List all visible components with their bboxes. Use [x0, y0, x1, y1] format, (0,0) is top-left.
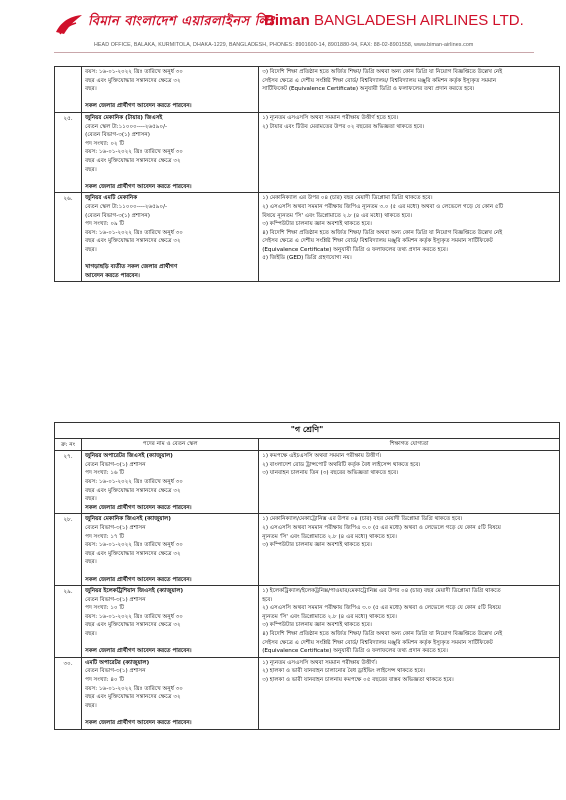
post-line: [85, 174, 255, 183]
qualification-line: ৩) হালকা ও ভারী যানবাহন চালনায় কমপক্ষে ০৫ বছরের বাস্তব অভিজ্ঞতা থাকতে হবে।: [262, 677, 454, 684]
post-line: [85, 94, 255, 103]
post-line: বেতন স্কেল টা:১১০০০----২৬৫৯০/-: [85, 203, 167, 210]
qualification-line: ৪) বিদেশি শিক্ষা প্রতিষ্ঠান হতে অর্জিত শিক্ষা/ ডিগ্রি অথবা অন্য কোন ডিগ্রি যা নিয়োগ বিজ্ঞপ্তিতে উল্লেখ নেই: [262, 631, 503, 638]
biman-stork-logo-icon: [54, 12, 84, 38]
table-row: [55, 586, 560, 658]
post-line: বছর এবং মুক্তিযোদ্ধার সন্তানদের ক্ষেত্রে ৩২: [85, 77, 181, 84]
serial-number: ২৬.: [55, 193, 82, 282]
table-row: [55, 193, 560, 282]
posts-table-continued: [54, 66, 560, 282]
post-line: বছর।: [85, 246, 97, 253]
post-line: বয়স: ১৬-০১-২০২২ খ্রিঃ তারিখে অনুর্ধ ৩০: [85, 478, 183, 485]
post-line: পদ সংখ্যা: ১০ টি: [85, 605, 125, 612]
post-line: পদ সংখ্যা: ০২ টি: [85, 140, 125, 147]
serial-number: ২৮.: [55, 514, 82, 586]
serial-number: [55, 67, 82, 113]
qualification-line: ১) মেকানিক্যাল/মেকাট্রোনিক্স এর উপর ০৪ (চার) বছর মেয়াদী ডিপ্লোমা ডিগ্রি থাকতে হবে।: [262, 516, 463, 523]
qualification-line: ১) মেকানিক্যাল এর উপর ০৪ (চার) বছর মেয়াদী ডিপ্লোমা ডিগ্রি থাকতে হবে।: [262, 195, 433, 202]
qualification-line: ২) এসএসসি অথবা সমমান পরীক্ষায় জিপিএ ৩.০ (৫ এর মধ্যে) অথবা ও লেভেলে গড়ে যে কোন ৫টি বিষয়ে: [262, 524, 501, 531]
post-line: [85, 254, 255, 263]
head-office-address: HEAD OFFICE, BALAKA, KURMITOLA, DHAKA-1229, BANGLADESH, PHONES: 8901600-14, 8901880-94, FAX: 88-02-8901558, www.biman-airlines.com: [94, 42, 474, 48]
qualification-line: ৫) জিইডি (GED) ডিগ্রি গ্রহণযোগ্য নয়।: [262, 255, 352, 262]
post-line: [85, 567, 255, 576]
post-line: বছর।: [85, 631, 97, 638]
qualification-cell: [259, 657, 560, 729]
table-row: [55, 112, 560, 192]
qualification-cell: [259, 193, 560, 282]
post-line: সকল জেলার প্রার্থীগণ আবেদন করতে পারবেন।: [85, 504, 192, 511]
post-line: (বেতন বিভাগ-৩(১) প্রশাসন): [85, 212, 150, 219]
qualification-line: ৩) কম্পিউটার চালনায় জ্ঞান অবশ্যই থাকতে হবে।: [262, 622, 372, 629]
post-line: পদ সংখ্যা: ১৭ টি: [85, 533, 125, 540]
section-title: "গ শ্রেণি": [55, 423, 560, 439]
qualification-line: (Equivalence Certificate) অনুযায়ী ডিগ্রি ও ফলাফলের তথ্য প্রদান করতে হবে।: [262, 246, 448, 253]
posts-table-class-ga: [54, 422, 560, 730]
post-details-cell: [82, 451, 259, 514]
post-line: জুনিয়র এমটি মেকানিক: [85, 195, 138, 202]
qualification-line: ন্যূনতম 'সি' এবং ডিপ্লোমাতে ২.৮ (৪ এর মধ্যে) থাকতে হবে।: [262, 533, 397, 540]
post-line: বয়স: ১৬-০১-২০২২ খ্রিঃ তারিখে অনুর্ধ ৩০: [85, 229, 183, 236]
column-header-qualification: শিক্ষাগত যোগ্যতা: [259, 438, 560, 451]
logo-biman-word: Biman: [264, 12, 310, 29]
qualification-line: সেইসব ক্ষেত্রে এ দেশীয় সংশ্লিষ্ট শিক্ষা বোর্ড/ বিশ্ববিদ্যালয় মঞ্জুরি কমিশন কর্তৃক ইস্যুকৃত সমমান সার্টিফিকেট: [262, 639, 493, 646]
post-line: বছর।: [85, 166, 97, 173]
qualification-cell: [259, 67, 560, 113]
serial-number: ২৭.: [55, 451, 82, 514]
qualification-line: ৩) কম্পিউটার চালনায় জ্ঞান অবশ্যই থাকতে হবে।: [262, 542, 372, 549]
post-line: বেতন বিভাগ-৩(১) প্রশাসন: [85, 668, 146, 675]
post-line: [85, 639, 255, 648]
qualification-line: ১) ইলেকট্রিক্যাল/ইলেকট্রনিক্স/পাওয়ার/মেকাট্রোনিক্স এর উপর ০৪ (চার) বছর মেয়াদী ডিপ্লোমা ডিগ্রি থাকতে: [262, 588, 501, 595]
post-line: বেতন স্কেল টা:১১০০০----২৬৫৯০/-: [85, 123, 167, 130]
serial-number: ৩০.: [55, 657, 82, 729]
qualification-line: ন্যূনতম 'সি' এবং ডিপ্লোমাতে ২.৮ (৪ এর মধ্যে) থাকতে হবে।: [262, 613, 397, 620]
post-details-cell: [82, 514, 259, 586]
qualification-line: (Equivalence Certificate) অনুযায়ী ডিগ্রি ও ফলাফলের তথ্য প্রদান করতে হবে।: [262, 648, 448, 655]
post-line: বছর।: [85, 559, 97, 566]
column-header-post: পদের নাম ও বেতন স্কেল: [82, 438, 259, 451]
post-line: এমটি অপারেটর (ক্যাজুয়াল): [85, 659, 150, 666]
post-line: বছর এবং মুক্তিযোদ্ধার সন্তানদের ক্ষেত্রে ৩২: [85, 550, 181, 557]
post-line: সকল জেলার প্রার্থীগণ আবেদন করতে পারবেন।: [85, 103, 192, 110]
post-line: বছর।: [85, 86, 97, 93]
post-line: বয়স: ১৬-০১-২০২২ খ্রিঃ তারিখে অনুর্ধ ৩০: [85, 69, 183, 75]
post-line: আবেদন করতে পারবেন।: [85, 272, 140, 279]
qualification-line: সেইসব ক্ষেত্রে এ দেশীয় সংশ্লিষ্ট শিক্ষা বোর্ড/ বিশ্ববিদ্যালয়/ বিশ্ববিদ্যালয় মঞ্জুরি কমিশন কর্তৃক ইস্যুকৃত সমমান: [262, 77, 497, 84]
post-details-cell: [82, 193, 259, 282]
post-details-cell: [82, 112, 259, 192]
qualification-line: বিষয়ে ন্যূনতম 'সি' এবং ডিপ্লোমাতে ২.৮ (৪ এর মধ্যে) থাকতে হবে।: [262, 212, 413, 219]
post-line: জুনিয়র মেকানিক জিএসই (ক্যাজুয়াল): [85, 516, 171, 523]
qualification-line: ২) বাংলাদেশ রোড ট্রান্সপোর্ট অথরিটি কর্তৃক বৈধ লাইসেন্স থাকতে হবে।: [262, 461, 421, 468]
qualification-line: হবে।: [262, 596, 273, 603]
logo-english-text: [264, 12, 524, 29]
post-line: বছর এবং মুক্তিযোদ্ধার সন্তানদের ক্ষেত্রে ৩২: [85, 622, 181, 629]
serial-number: ২৯.: [55, 586, 82, 658]
post-line: জুনিয়র মেকানিক (টায়ার) জিএসই: [85, 114, 163, 121]
qualification-line: ৩) যানবাহন চালনায় তিন (৩) বছরের অভিজ্ঞতা থাকতে হবে।: [262, 470, 399, 477]
column-header-row: [55, 438, 560, 451]
qualification-line: ১) ন্যূনতম এসএসসি অথবা সমমান পরীক্ষায় উত্তীর্ণ হতে হবে।: [262, 114, 399, 121]
letterhead: [54, 10, 534, 56]
qualification-line: ১) কমপক্ষে এইচএসসি অথবা সমমান পরীক্ষায় উত্তীর্ণ।: [262, 453, 382, 460]
logo-bangla-text: বিমান বাংলাদেশ এয়ারলাইনস লিঃ: [88, 14, 276, 29]
table-row: [55, 451, 560, 514]
qualification-line: ২) এসএসসি অথবা সমমান পরীক্ষায় জিপিএ ন্যূনতম ৩.০ (৫ এর মধ্যে) অথবা ও লেভেলে গড়ে যে কোন ৫টি: [262, 203, 504, 210]
post-details-cell: [82, 67, 259, 113]
qualification-cell: [259, 112, 560, 192]
post-line: জুনিয়র ইলেকট্রিশিয়ান জিএসই (ক্যাজুয়াল): [85, 588, 184, 595]
column-header-serial: ক্র: নং: [55, 438, 82, 451]
post-line: সকল জেলার প্রার্থীগণ আবেদন করতে পারবেন।: [85, 576, 192, 583]
post-line: বছর এবং মুক্তিযোদ্ধার সন্তানদের ক্ষেত্রে ৩২: [85, 238, 181, 245]
post-line: খাগড়াছড়ি ব্যতীত সকল জেলার প্রার্থীগণ: [85, 264, 178, 271]
post-line: বয়স: ১৬-০১-২০২২ খ্রিঃ তারিখে অনুর্ধ ৩০: [85, 149, 183, 156]
qualification-line: ১) ন্যূনতম এসএসসি অথবা সমমান পরীক্ষায় উত্তীর্ণ।: [262, 659, 377, 666]
post-line: পদ সংখ্যা: ১৬ টি: [85, 470, 125, 477]
post-line: (বেতন বিভাগ-৩(১) প্রশাসন): [85, 132, 150, 139]
post-line: বেতন বিভাগ-৩(১) প্রশাসন: [85, 524, 146, 531]
post-line: পদ সংখ্যা: ০৯ টি: [85, 221, 125, 228]
post-line: সকল জেলার প্রার্থীগণ আবেদন করতে পারবেন।: [85, 648, 192, 655]
post-line: বছর।: [85, 496, 97, 503]
qualification-line: সেইসব ক্ষেত্রে এ দেশীয় সংশ্লিষ্ট শিক্ষা বোর্ড/ বিশ্ববিদ্যালয় মঞ্জুরি কমিশন কর্তৃক ইস্যুকৃত সমমান সার্টিফিকেট: [262, 238, 493, 245]
post-line: বছর এবং মুক্তিযোদ্ধার সন্তানদের ক্ষেত্রে ৩২: [85, 487, 181, 494]
table-row: [55, 514, 560, 586]
header-divider: [54, 52, 534, 53]
table-row: [55, 67, 560, 113]
post-line: [85, 710, 255, 719]
qualification-line: ৩) কম্পিউটার চালনায় জ্ঞান অবশ্যই থাকতে হবে।: [262, 221, 372, 228]
post-line: বেতন বিভাগ-৩(১) প্রশাসন: [85, 596, 146, 603]
qualification-cell: [259, 514, 560, 586]
table-row: [55, 657, 560, 729]
post-line: সকল জেলার প্রার্থীগণ আবেদন করতে পারবেন।: [85, 183, 192, 190]
post-line: বেতন বিভাগ-৩(১) প্রশাসন: [85, 461, 146, 468]
post-details-cell: [82, 586, 259, 658]
qualification-cell: [259, 586, 560, 658]
post-line: বয়স: ১৬-০১-২০২২ খ্রিঃ তারিখে অনুর্ধ ৩০: [85, 542, 183, 549]
post-line: সকল জেলার প্রার্থীগণ আবেদন করতে পারবেন।: [85, 720, 192, 726]
qualification-line: ২) টায়ার এবং টিউব মেরামতের উপর ০২ বছরের অভিজ্ঞতা থাকতে হবে।: [262, 123, 425, 130]
qualification-line: ২) এসএসসি অথবা সমমান পরীক্ষায় জিপিএ ৩.০ (৫ এর মধ্যে) অথবা ও লেভেলে গড়ে যে কোন ৫টি বিষয়ে: [262, 605, 501, 612]
post-line: বয়স: ১৬-০১-২০২২ খ্রিঃ তারিখে অনুর্ধ ৩০: [85, 685, 183, 692]
qualification-line: ৩) বিদেশি শিক্ষা প্রতিষ্ঠান হতে অর্জিত শিক্ষা/ ডিগ্রি অথবা অন্য কোন ডিগ্রি যা নিয়োগ বিজ্ঞপ্তিতে উল্লেখ নেই: [262, 69, 503, 75]
serial-number: ২৫.: [55, 112, 82, 192]
section-title-row: [55, 423, 560, 439]
qualification-cell: [259, 451, 560, 514]
post-line: জুনিয়র অপারেটর জিএসই (ক্যাজুয়াল): [85, 453, 173, 460]
qualification-line: ৪) বিদেশি শিক্ষা প্রতিষ্ঠান হতে অর্জিত শিক্ষা/ ডিগ্রি অথবা অন্য কোন ডিগ্রি যা নিয়োগ বিজ্ঞপ্তিতে উল্লেখ নেই: [262, 229, 503, 236]
post-line: বয়স: ১৬-০১-২০২২ খ্রিঃ তারিখে অনুর্ধ ৩০: [85, 613, 183, 620]
post-line: পদ সংখ্যা: ৪০ টি: [85, 677, 125, 684]
qualification-line: ২) হালকা ও ভারী যানবাহন চালানোর বৈধ ড্রাইভিং লাইসেন্স থাকতে হবে।: [262, 668, 425, 675]
qualification-line: সার্টিফিকেট (Equivalence Certificate) অনুযায়ী ডিগ্রি ও ফলাফলের তথ্য প্রদান করতে হবে।: [262, 86, 475, 93]
post-line: বছর।: [85, 702, 97, 709]
logo-company-name: BANGLADESH AIRLINES LTD.: [309, 12, 524, 29]
post-line: বছর এবং মুক্তিযোদ্ধার সন্তানদের ক্ষেত্রে ৩২: [85, 157, 181, 164]
post-details-cell: [82, 657, 259, 729]
post-line: বছর এবং মুক্তিযোদ্ধার সন্তানদের ক্ষেত্রে ৩২: [85, 694, 181, 701]
